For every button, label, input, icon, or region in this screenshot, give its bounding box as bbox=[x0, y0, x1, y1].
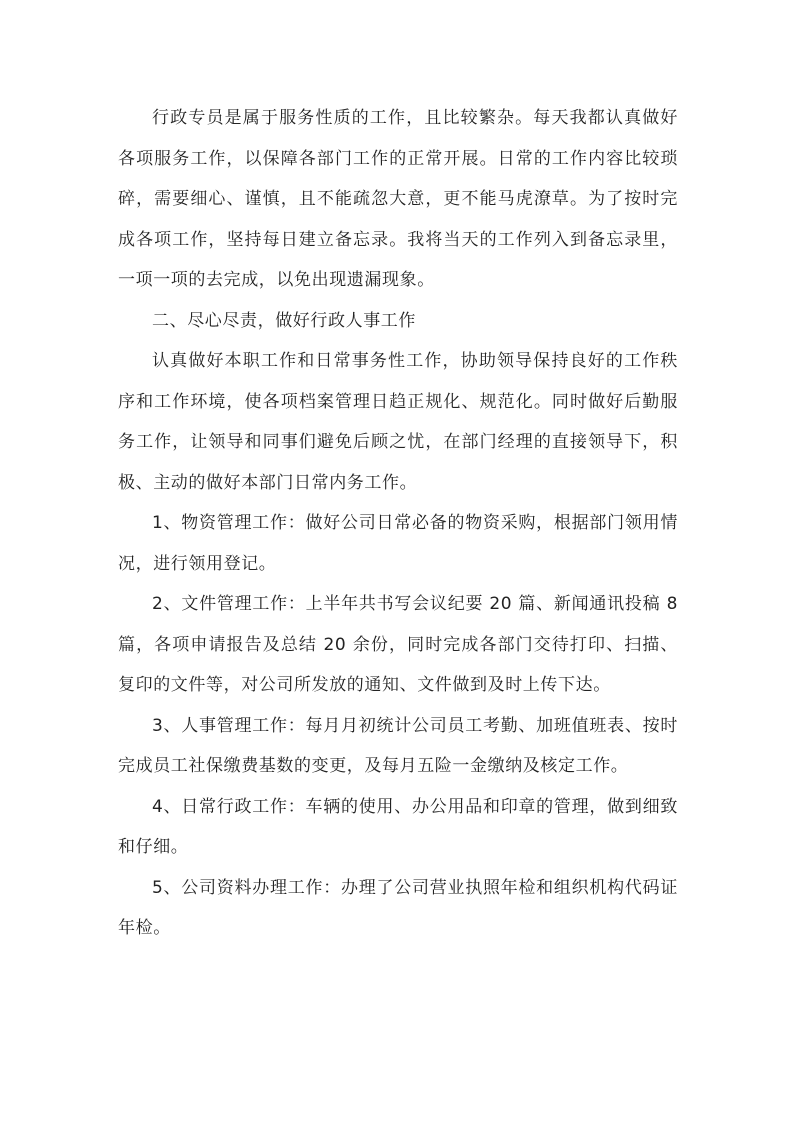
list-item-document-management: 2、文件管理工作：上半年共书写会议纪要 20 篇、新闻通讯投稿 8 篇，各项申请报告及总结 20 余份，同时完成各部门交待打印、扫描、复印的文件等，对公司所发放的通知、文件做到及时上传下达。 bbox=[118, 594, 678, 695]
paragraph-daily-work: 认真做好本职工作和日常事务性工作，协助领导保持良好的工作秩序和工作环境，使各项档案管理日趋正规化、规范化。同时做好后勤服务工作，让领导和同事们避免后顾之忧，在部门经理的直接领导下，积极、主动的做好本部门日常内务工作。 bbox=[118, 351, 678, 493]
document-page bbox=[118, 98, 678, 949]
list-item-company-documents: 5、公司资料办理工作：办理了公司营业执照年检和组织机构代码证年检。 bbox=[118, 877, 678, 938]
paragraph-admin-duties: 行政专员是属于服务性质的工作，且比较繁杂。每天我都认真做好各项服务工作，以保障各部门工作的正常开展。日常的工作内容比较琐碎，需要细心、谨慎，且不能疏忽大意，更不能马虎潦草。为了按时完成各项工作，坚持每日建立备忘录。我将当天的工作列入到备忘录里，一项一项的去完成，以免出现遗漏现象。 bbox=[118, 108, 678, 290]
list-item-personnel-management: 3、人事管理工作：每月月初统计公司员工考勤、加班值班表、按时完成员工社保缴费基数的变更，及每月五险一金缴纳及核定工作。 bbox=[118, 715, 678, 776]
section-heading-hr-work: 二、尽心尽责，做好行政人事工作 bbox=[152, 310, 416, 331]
list-item-daily-administration: 4、日常行政工作：车辆的使用、办公用品和印章的管理，做到细致和仔细。 bbox=[118, 796, 678, 857]
list-item-material-management: 1、物资管理工作：做好公司日常必备的物资采购，根据部门领用情况，进行领用登记。 bbox=[118, 513, 678, 574]
